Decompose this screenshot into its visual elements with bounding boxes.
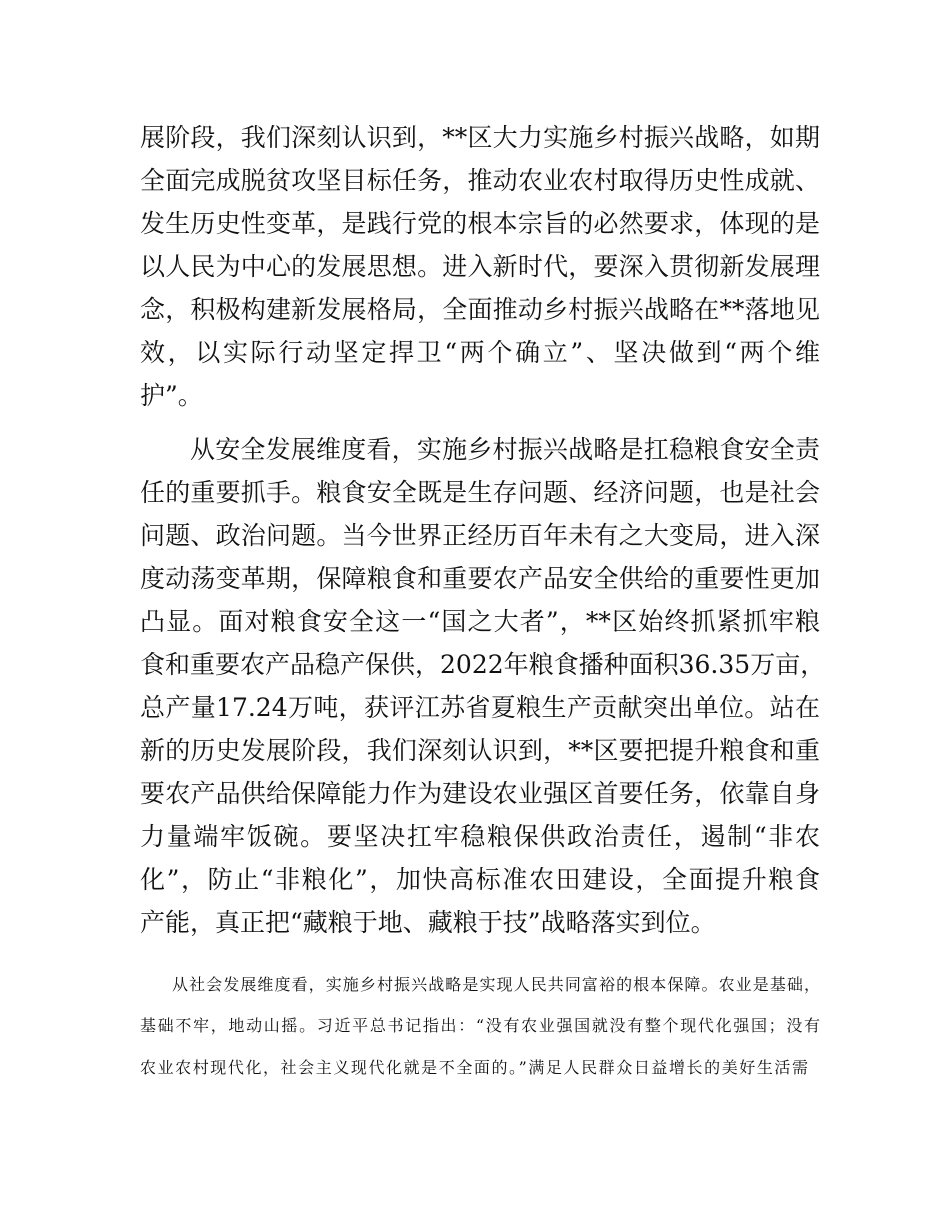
paragraph-3-line: 农业农村现代化，社会主义现代化就是不全面的。”满足人民群众日益增长的美好生活需	[140, 1058, 808, 1077]
paragraph-1-line: 护”。	[140, 381, 203, 410]
paragraph-2-line: 任的重要抓手。粮食安全既是生存问题、经济问题，也是社会	[140, 478, 820, 507]
paragraph-2-line: 食和重要农产品稳产保供，2022年粮食播种面积36.35万亩，	[140, 650, 826, 679]
paragraph-2-line: 问题、政治问题。当今世界正经历百年未有之大变局，进入深	[140, 521, 820, 550]
paragraph-3-line: 基础不牢，地动山摇。习近平总书记指出：“没有农业强国就没有整个现代化强国；没有	[140, 1016, 820, 1035]
paragraph-1-line: 展阶段，我们深刻认识到，**区大力实施乡村振兴战略，如期	[140, 123, 820, 152]
paragraph-2-line: 总产量17.24万吨，获评江苏省夏粮生产贡献突出单位。站在	[140, 693, 820, 722]
paragraph-2-line: 力量端牢饭碗。要坚决扛牢稳粮保供政治责任，遏制“非农	[140, 822, 820, 851]
paragraph-1-line: 效，以实际行动坚定捍卫“两个确立”、坚决做到“两个维	[140, 338, 820, 367]
paragraph-2-line: 新的历史发展阶段，我们深刻认识到，**区要把提升粮食和重	[140, 736, 820, 765]
paragraph-2-line: 从安全发展维度看，实施乡村振兴战略是扛稳粮食安全责	[190, 435, 820, 464]
paragraph-2-line: 度动荡变革期，保障粮食和重要农产品安全供给的重要性更加	[140, 564, 820, 593]
paragraph-2-line: 产能，真正把“藏粮于地、藏粮于技”战略落实到位。	[140, 908, 716, 937]
paragraph-2-line: 要农产品供给保障能力作为建设农业强区首要任务，依靠自身	[140, 779, 820, 808]
paragraph-2-line: 凸显。面对粮食安全这一“国之大者”，**区始终抓紧抓牢粮	[140, 607, 820, 636]
paragraph-1-line: 以人民为中心的发展思想。进入新时代，要深入贯彻新发展理	[140, 252, 820, 281]
paragraph-1-line: 发生历史性变革，是践行党的根本宗旨的必然要求，体现的是	[140, 209, 820, 238]
paragraph-2-line: 化”，防止“非粮化”，加快高标准农田建设，全面提升粮食	[140, 865, 820, 894]
paragraph-1-line: 念，积极构建新发展格局，全面推动乡村振兴战略在**落地见	[140, 295, 820, 324]
paragraph-1-line: 全面完成脱贫攻坚目标任务，推动农业农村取得历史性成就、	[140, 166, 820, 195]
paragraph-3-line: 从社会发展维度看，实施乡村振兴战略是实现人民共同富裕的根本保障。农业是基础，	[172, 975, 820, 994]
